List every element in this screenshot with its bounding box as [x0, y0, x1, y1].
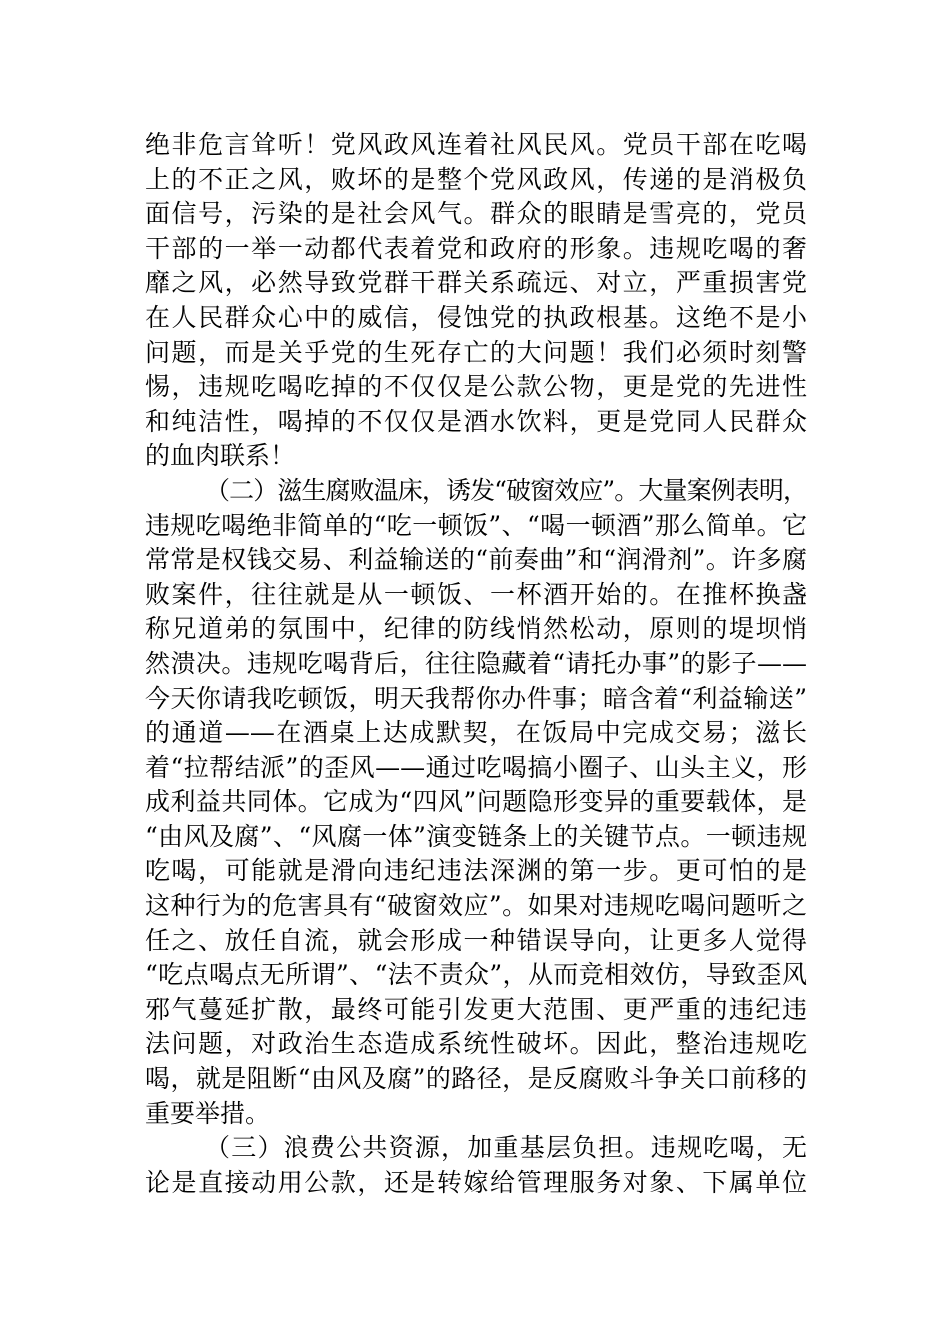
- text-line: 在人民群众心中的威信，侵蚀党的执政根基。这绝不是小: [145, 302, 807, 332]
- text-line: 败案件，往往就是从一顿饭、一杯酒开始的。在推杯换盏: [145, 579, 807, 609]
- text-line: 着“拉帮结派”的歪风——通过吃喝搞小圈子、山头主义，形: [145, 752, 807, 782]
- text-line: 靡之风，必然导致党群干群关系疏远、对立，严重损害党: [145, 268, 807, 298]
- text-line: 喝，就是阻断“由风及腐”的路径，是反腐败斗争关口前移的: [145, 1064, 807, 1094]
- text-line: 论是直接动用公款，还是转嫁给管理服务对象、下属单位: [145, 1167, 807, 1197]
- text-line: 上的不正之风，败坏的是整个党风政风，传递的是消极负: [145, 164, 807, 194]
- text-line: 和纯洁性，喝掉的不仅仅是酒水饮料，更是党同人民群众: [145, 406, 807, 436]
- text-line: “吃点喝点无所谓”、“法不责众”，从而竞相效仿，导致歪风: [145, 960, 807, 990]
- text-line: 常常是权钱交易、利益输送的“前奏曲”和“润滑剂”。许多腐: [145, 545, 807, 575]
- paragraph-1: [145, 128, 807, 474]
- text-line: 法问题，对政治生态造成系统性破坏。因此，整治违规吃: [145, 1029, 807, 1059]
- text-line: 这种行为的危害具有“破窗效应”。如果对违规吃喝问题听之: [145, 891, 807, 921]
- text-line: “由风及腐”、“风腐一体”演变链条上的关键节点。一顿违规: [145, 821, 807, 851]
- text-line: 问题，而是关乎党的生死存亡的大问题！我们必须时刻警: [145, 337, 807, 367]
- text-line: 绝非危言耸听！党风政风连着社风民风。党员干部在吃喝: [145, 130, 807, 159]
- paragraph-2: [145, 474, 807, 1131]
- body-text: [145, 128, 807, 1200]
- text-line: 称兄道弟的氛围中，纪律的防线悄然松动，原则的堤坝悄: [145, 614, 807, 644]
- text-line: 任之、放任自流，就会形成一种错误导向，让更多人觉得: [145, 925, 807, 955]
- text-line: 的血肉联系！: [145, 441, 296, 471]
- text-line: 面信号，污染的是社会风气。群众的眼睛是雪亮的，党员: [145, 199, 807, 229]
- paragraph-3: [145, 1131, 807, 1200]
- text-line: 成利益共同体。它成为“四风”问题隐形变异的重要载体，是: [145, 787, 807, 817]
- text-line: 然溃决。违规吃喝背后，往往隐藏着“请托办事”的影子——: [145, 648, 807, 678]
- text-line: （二）滋生腐败温床，诱发“破窗效应”。大量案例表明，: [205, 475, 807, 505]
- text-line: 惕，违规吃喝吃掉的不仅仅是公款公物，更是党的先进性: [145, 372, 807, 402]
- text-line: 今天你请我吃顿饭，明天我帮你办件事；暗含着“利益输送”: [145, 683, 807, 713]
- text-line: 的通道——在酒桌上达成默契，在饭局中完成交易；滋长: [145, 718, 807, 748]
- text-line: 违规吃喝绝非简单的“吃一顿饭”、“喝一顿酒”那么简单。它: [145, 510, 807, 540]
- text-line: （三）浪费公共资源，加重基层负担。违规吃喝，无: [205, 1133, 807, 1163]
- text-line: 干部的一举一动都代表着党和政府的形象。违规吃喝的奢: [145, 233, 807, 263]
- text-line: 邪气蔓延扩散，最终可能引发更大范围、更严重的违纪违: [145, 994, 807, 1024]
- text-line: 重要举措。: [145, 1098, 271, 1128]
- text-line: 吃喝，可能就是滑向违纪违法深渊的第一步。更可怕的是: [145, 856, 807, 886]
